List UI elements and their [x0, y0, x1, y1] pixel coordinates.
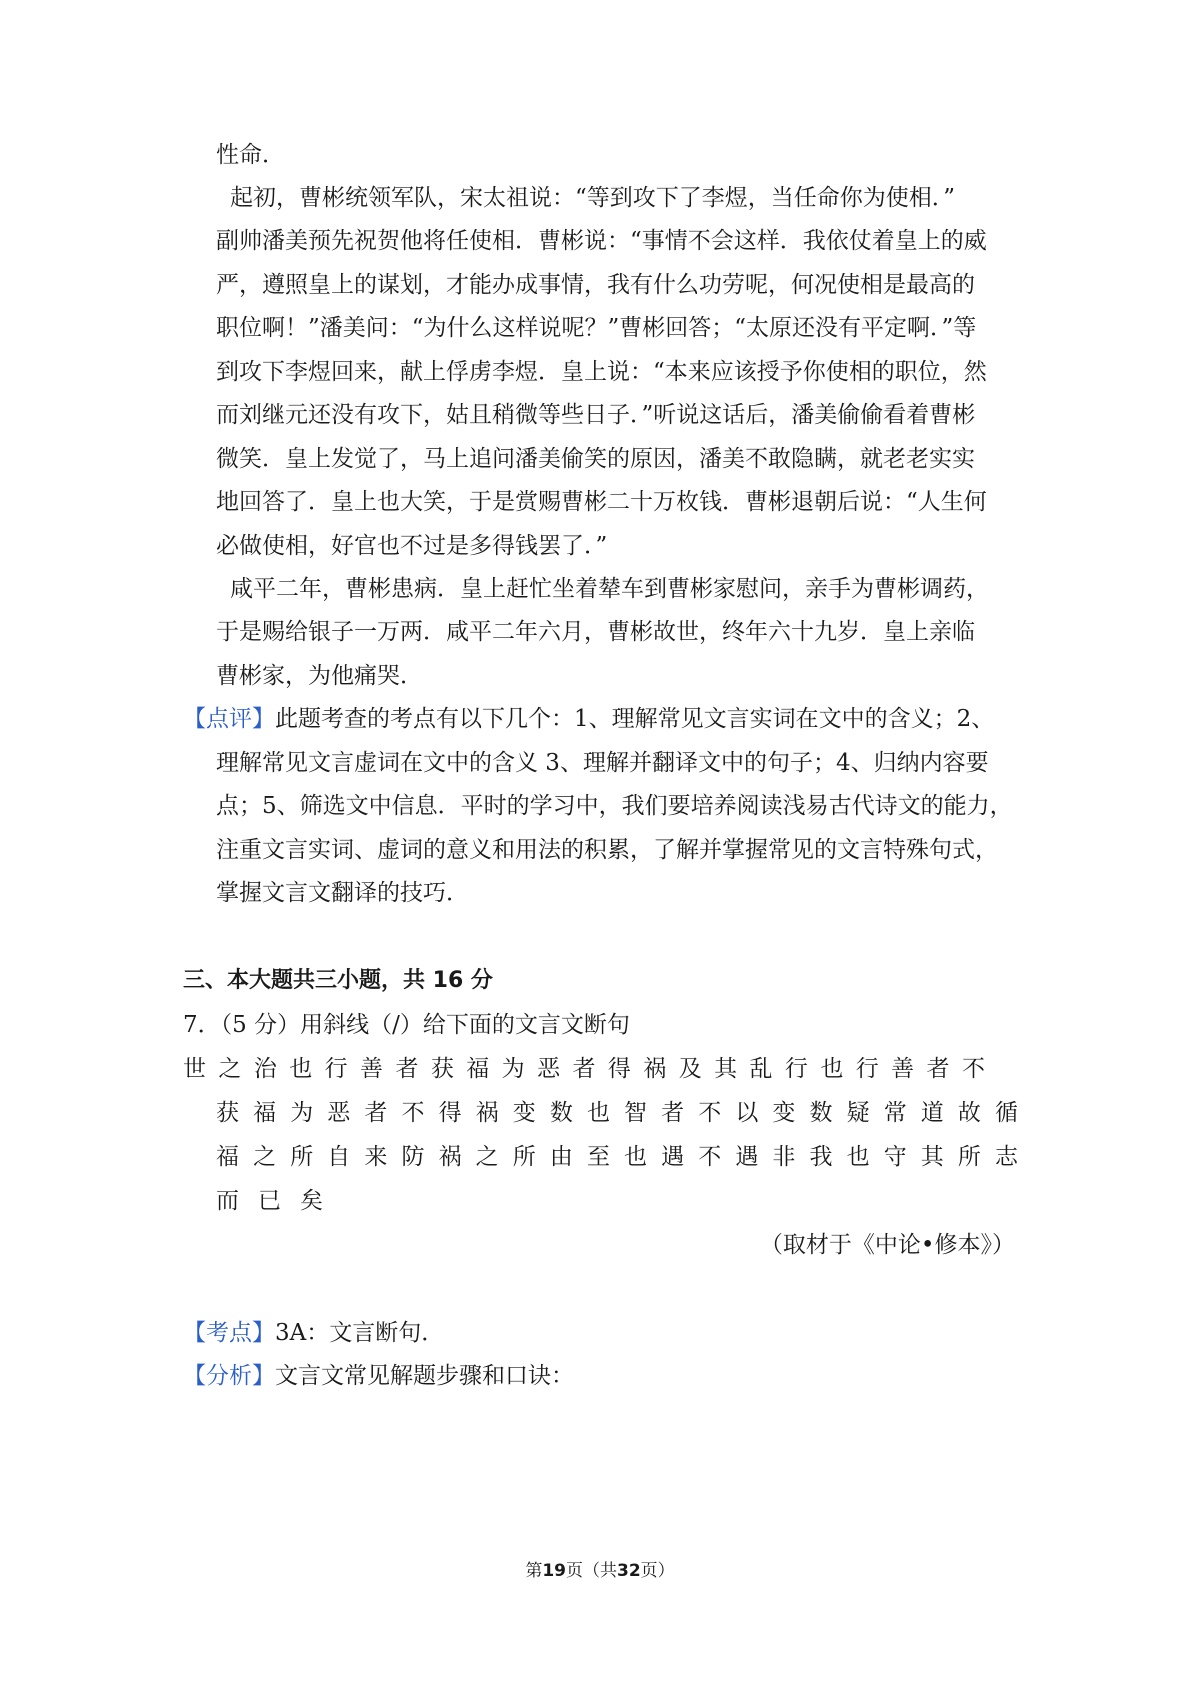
passage-char: 乱	[749, 1056, 773, 1082]
passage-char: 我	[809, 1144, 833, 1170]
passage-char: 者	[395, 1056, 419, 1082]
kaodian-text: 3A：文言断句．	[275, 1320, 445, 1346]
passage-char: 其	[714, 1056, 738, 1082]
passage-char: 获	[430, 1056, 454, 1082]
comment-tag: 【点评】	[183, 706, 275, 732]
footer-page-number: 19	[542, 1561, 566, 1581]
translation-line: 到攻下李煜回来，献上俘虏李煜．皇上说：“本来应该授予你使相的职位，然	[216, 359, 987, 385]
passage-char: 行	[324, 1056, 348, 1082]
passage-char: 道	[920, 1100, 944, 1126]
translation-line: 于是赐给银子一万两．咸平二年六月，曹彬故世，终年六十九岁．皇上亲临	[216, 619, 975, 645]
passage-char: 守	[883, 1144, 907, 1170]
passage-char: 非	[772, 1144, 796, 1170]
passage-char: 为	[501, 1056, 525, 1082]
passage-char: 变	[512, 1100, 536, 1126]
passage-char: 者	[572, 1056, 596, 1082]
passage-char: 也	[820, 1056, 844, 1082]
passage-char: 防	[401, 1144, 425, 1170]
passage-char: 不	[401, 1100, 425, 1126]
passage-char: 也	[846, 1144, 870, 1170]
question-title: 7．（5 分）用斜线（/）给下面的文言文断句	[183, 1012, 630, 1038]
passage-char: 之	[475, 1144, 499, 1170]
passage-char: 者	[661, 1100, 685, 1126]
translation-line: 地回答了．皇上也大笑，于是赏赐曹彬二十万枚钱．曹彬退朝后说：“人生何	[216, 489, 987, 515]
passage-char: 疑	[846, 1100, 870, 1126]
passage-char: 来	[364, 1144, 388, 1170]
passage-char: 为	[290, 1100, 314, 1126]
passage-line	[216, 1142, 1018, 1172]
comment-line: 理解常见文言虚词在文中的含义 3、理解并翻译文中的句子；4、归纳内容要	[216, 750, 989, 776]
passage-char: 遇	[661, 1144, 685, 1170]
translation-line: 必做使相，好官也不过是多得钱罢了．”	[216, 533, 608, 559]
passage-char: 也	[289, 1056, 313, 1082]
passage-char: 矣	[300, 1188, 323, 1214]
translation-line: 职位啊！”潘美问：“为什么这样说呢？”曹彬回答；“太原还没有平定啊．”等	[216, 315, 977, 341]
passage-char: 福	[466, 1056, 490, 1082]
passage-char: 而	[216, 1188, 239, 1214]
kaodian-line	[183, 1318, 444, 1348]
passage-char: 得	[607, 1056, 631, 1082]
passage-char: 福	[216, 1144, 239, 1170]
translation-line: 起初，曹彬统领军队，宋太祖说：“等到攻下了李煜，当任命你为使相．”	[230, 185, 956, 211]
passage-char: 所	[957, 1144, 981, 1170]
comment-line: 点；5、筛选文中信息．平时的学习中，我们要培养阅读浅易古代诗文的能力，	[216, 793, 1013, 819]
passage-char: 之	[218, 1056, 242, 1082]
fenxi-text: 文言文常见解题步骤和口诀：	[275, 1363, 574, 1389]
passage-char: 不	[698, 1144, 722, 1170]
footer-middle: 页（共	[566, 1561, 617, 1581]
translation-line: 曹彬家，为他痛哭．	[216, 663, 423, 689]
passage-char: 数	[809, 1100, 833, 1126]
passage-char: 智	[624, 1100, 648, 1126]
section-heading: 三、本大题共三小题，共 16 分	[183, 968, 493, 993]
passage-char: 至	[586, 1144, 610, 1170]
translation-line: 咸平二年，曹彬患病．皇上赶忙坐着辇车到曹彬家慰问，亲手为曹彬调药，	[230, 576, 989, 602]
passage-char: 以	[735, 1100, 759, 1126]
comment-line: 掌握文言文翻译的技巧．	[216, 880, 469, 906]
passage-char: 获	[216, 1100, 239, 1126]
passage-char: 福	[253, 1100, 277, 1126]
passage-char: 祸	[438, 1144, 462, 1170]
passage-char: 已	[258, 1188, 281, 1214]
passage-char: 善	[891, 1056, 915, 1082]
passage-char: 治	[253, 1056, 277, 1082]
passage-char: 祸	[475, 1100, 499, 1126]
passage-char: 之	[253, 1144, 277, 1170]
passage-char: 循	[994, 1100, 1018, 1126]
footer-prefix: 第	[525, 1561, 543, 1581]
passage-line	[183, 1054, 985, 1084]
passage-char: 所	[290, 1144, 314, 1170]
passage-char: 数	[549, 1100, 573, 1126]
passage-char: 由	[549, 1144, 573, 1170]
translation-line: 严，遵照皇上的谋划，才能办成事情，我有什么功劳呢，何况使相是最高的	[216, 272, 975, 298]
passage-char: 行	[855, 1056, 879, 1082]
footer-total-pages: 32	[617, 1561, 641, 1581]
passage-char: 故	[957, 1100, 981, 1126]
passage-char: 及	[678, 1056, 702, 1082]
comment-first-line	[183, 704, 994, 734]
passage-source: （取材于《中论•修本》）	[759, 1232, 1015, 1258]
passage-char: 也	[586, 1100, 610, 1126]
passage-char: 者	[364, 1100, 388, 1126]
page-footer	[0, 1560, 1200, 1582]
kaodian-tag: 【考点】	[183, 1320, 275, 1346]
passage-char: 所	[512, 1144, 536, 1170]
passage-char: 恶	[327, 1100, 351, 1126]
passage-char: 祸	[643, 1056, 667, 1082]
footer-suffix: 页）	[640, 1561, 675, 1581]
translation-line: 微笑．皇上发觉了，马上追问潘美偷笑的原因，潘美不敢隐瞒，就老老实实	[216, 446, 975, 472]
passage-char: 遇	[735, 1144, 759, 1170]
passage-char: 行	[784, 1056, 808, 1082]
passage-char: 也	[624, 1144, 648, 1170]
fenxi-tag: 【分析】	[183, 1363, 275, 1389]
passage-char: 恶	[537, 1056, 561, 1082]
passage-line	[216, 1098, 1018, 1128]
passage-char: 变	[772, 1100, 796, 1126]
translation-line: 副帅潘美预先祝贺他将任使相．曹彬说：“事情不会这样．我依仗着皇上的威	[216, 228, 987, 254]
translation-line: 性命．	[216, 142, 285, 168]
passage-char: 不	[698, 1100, 722, 1126]
passage-char: 善	[360, 1056, 384, 1082]
comment-text: 此题考查的考点有以下几个：1、理解常见文言实词在文中的含义；2、	[275, 706, 995, 732]
translation-line: 而刘继元还没有攻下，姑且稍微等些日子．”听说这话后，潘美偷偷看着曹彬	[216, 402, 976, 428]
passage-char: 常	[883, 1100, 907, 1126]
passage-char: 自	[327, 1144, 351, 1170]
fenxi-line	[183, 1361, 574, 1391]
passage-char: 志	[994, 1144, 1018, 1170]
passage-char: 得	[438, 1100, 462, 1126]
passage-char: 世	[183, 1056, 206, 1082]
passage-char: 者	[926, 1056, 950, 1082]
passage-char: 不	[961, 1056, 985, 1082]
passage-line	[216, 1186, 342, 1216]
comment-line: 注重文言实词、虚词的意义和用法的积累，了解并掌握常见的文言特殊句式，	[216, 837, 998, 863]
passage-char: 其	[920, 1144, 944, 1170]
